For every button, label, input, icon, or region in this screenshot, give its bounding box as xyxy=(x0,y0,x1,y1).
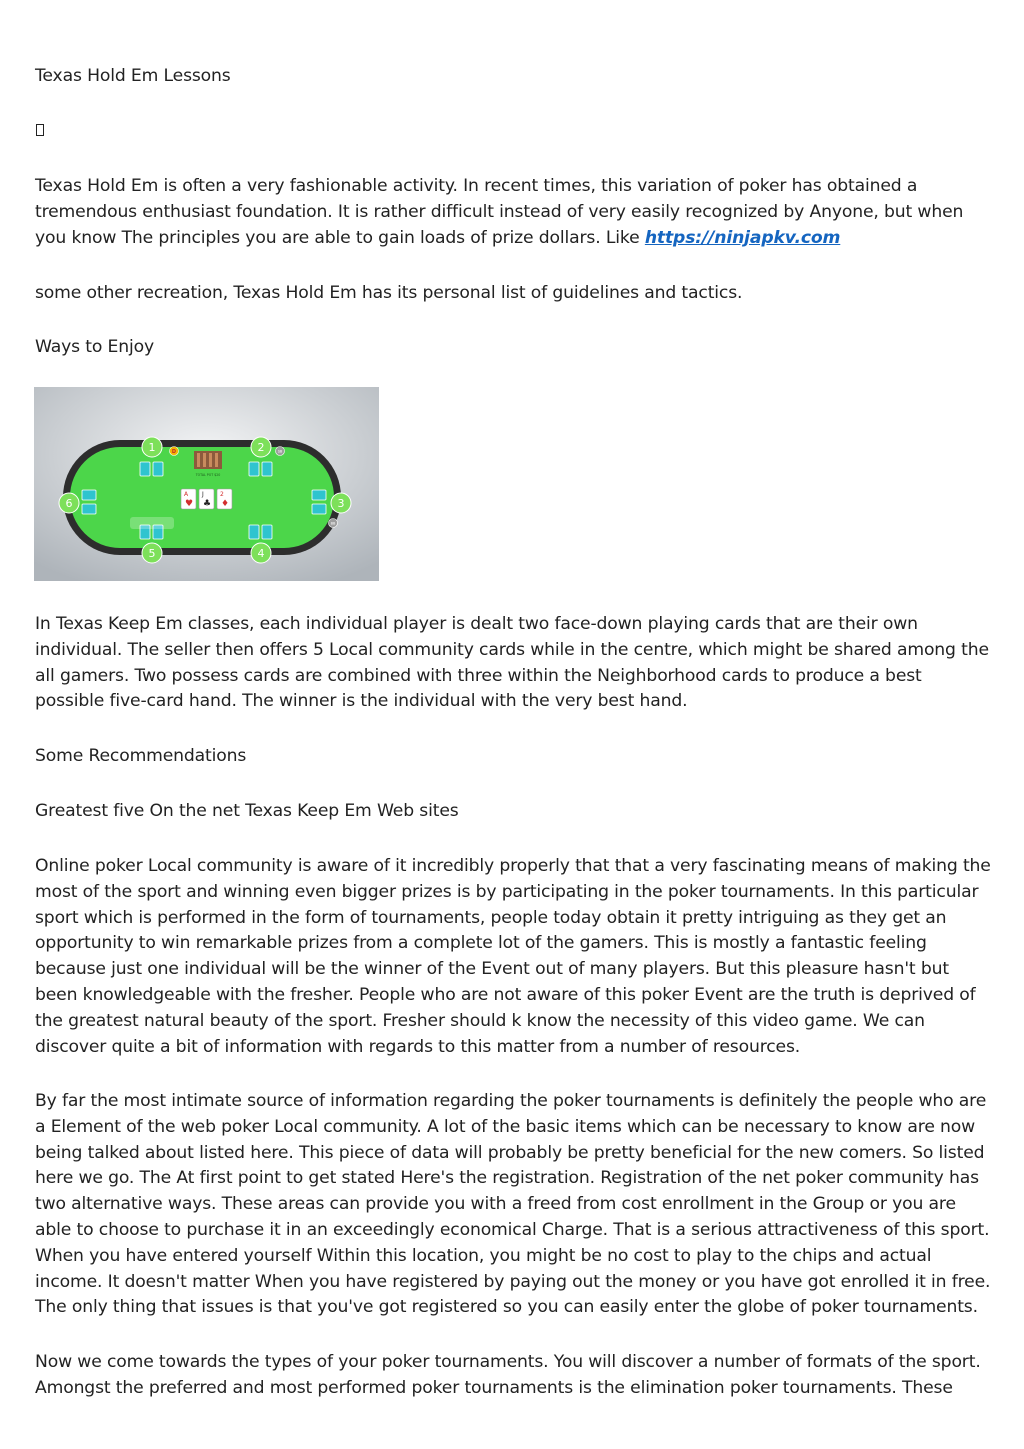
seat4-card-a xyxy=(249,525,259,539)
heading-best-sites: Greatest five On the net Texas Keep Em Web sites xyxy=(35,801,459,821)
svg-text:A: A xyxy=(184,491,189,498)
svg-text:1: 1 xyxy=(148,441,156,454)
seat6-card-a xyxy=(82,490,96,500)
seat2-card-a xyxy=(249,462,259,476)
seat-2 xyxy=(251,437,271,457)
svg-text:5: 5 xyxy=(148,547,156,560)
seat4-card-b xyxy=(262,525,272,539)
svg-text:6: 6 xyxy=(65,497,73,510)
svg-text:2: 2 xyxy=(220,491,224,498)
missing-glyph-icon xyxy=(36,124,44,136)
big-blind-chip xyxy=(329,519,338,528)
heading-ways-to-enjoy: Ways to Enjoy xyxy=(35,337,154,357)
seat1-card-b xyxy=(153,462,163,476)
svg-text:J: J xyxy=(202,491,204,498)
intro-paragraph xyxy=(35,174,995,251)
tournament-types-paragraph: Now we come towards the types of your poker tournaments. You will discover a number of formats of the sport. Amongst the preferred and most performed poker tournaments is the elimination poker tournaments. These xyxy=(35,1352,981,1398)
tournaments-paragraph: Online poker Local community is aware of it incredibly properly that that a very fascinating means of making the most of the sport and winning even bigger prizes is by participating in the poker tournaments. In this particular sport which is performed in the form of tournaments, people today obtain it pretty intriguing as they get an opportunity to win remarkable prizes from a complete lot of the gamers. This is mostly a fantastic feeling because just one individual will be the winner of the Event out of many players. But this pleasure hasn't but been knowledgeable with the fresher. People who are not aware of this poker Event are the truth is deprived of the greatest natural beauty of the sport. Fresher should k know the necessity of this video game. We can discover quite a bit of information with regards to this matter from a number of resources. xyxy=(35,856,991,1057)
seat-1 xyxy=(142,437,162,457)
poker-table-image xyxy=(34,387,379,581)
seat1-card-a xyxy=(140,462,150,476)
svg-text:D: D xyxy=(171,449,177,455)
seat5-highlight xyxy=(130,517,174,529)
seat-3 xyxy=(331,493,351,513)
pot-chip-stack xyxy=(194,451,222,469)
seat-6 xyxy=(59,493,79,513)
seat3-card-a xyxy=(312,490,326,500)
small-blind-chip xyxy=(276,447,285,456)
svg-text:2: 2 xyxy=(257,441,265,454)
svg-text:BB: BB xyxy=(330,521,336,526)
rules-paragraph: some other recreation, Texas Hold Em has its personal list of guidelines and tactics. xyxy=(35,283,743,303)
seat-4 xyxy=(251,543,271,563)
registration-paragraph: By far the most intimate source of information regarding the poker tournaments is definitely the people who are a Element of the web poker Local community. A lot of the basic items which can be necessary to know are now being talked about listed here. This piece of data will probably be pretty beneficial for the new comers. So listed here we go. The At first point to get stated Here's the registration. Registration of the net poker community has two alternative ways. These areas can provide you with a freed from cost enrollment in the Group or you are able to choose to purchase it in an exceedingly economical Charge. That is a serious attractiveness of this sport. When you have entered yourself Within this location, you might be no cost to play to the chips and actual income. It doesn't matter When you have registered by paying out the money or you have got enrolled it in free. The only thing that issues is that you've got registered so you can easily enter the globe of poker tournaments. xyxy=(35,1091,991,1318)
document-title: Texas Hold Em Lessons xyxy=(35,66,231,86)
svg-text:SB: SB xyxy=(277,449,283,454)
seat2-card-b xyxy=(262,462,272,476)
pot-label: TOTAL POT $20 xyxy=(195,473,221,477)
seat6-card-b xyxy=(82,504,96,514)
heading-recommendations: Some Recommendations xyxy=(35,746,247,766)
svg-text:4: 4 xyxy=(257,547,265,560)
svg-text:♦: ♦ xyxy=(220,499,230,509)
intro-text: Texas Hold Em is often a very fashionable activity. In recent times, this variation of poker has obtained a tremendous enthusiast foundation. It is rather difficult instead of very easily recognized by Anyone, but when you know The principles you are able to gain loads of prize dollars. Like xyxy=(35,176,964,248)
community-card-1 xyxy=(181,489,196,509)
rules-overview-paragraph: In Texas Keep Em classes, each individual player is dealt two face-down playing cards that are their own individual. The seller then offers 5 Local community cards while in the centre, which might be shared among the all gamers. Two possess cards are combined with three within the Neighborhood cards to produce a best possible five-card hand. The winner is the individual with the very best hand. xyxy=(35,614,989,712)
svg-text:3: 3 xyxy=(337,497,345,510)
seat3-card-b xyxy=(312,504,326,514)
seat-5 xyxy=(142,543,162,563)
community-card-3 xyxy=(217,489,232,509)
community-card-2 xyxy=(199,489,214,509)
dealer-button xyxy=(170,447,179,456)
svg-text:♥: ♥ xyxy=(184,499,194,509)
ninjapkv-link[interactable]: https://ninjapkv.com xyxy=(644,227,841,248)
svg-text:♣: ♣ xyxy=(202,499,212,509)
